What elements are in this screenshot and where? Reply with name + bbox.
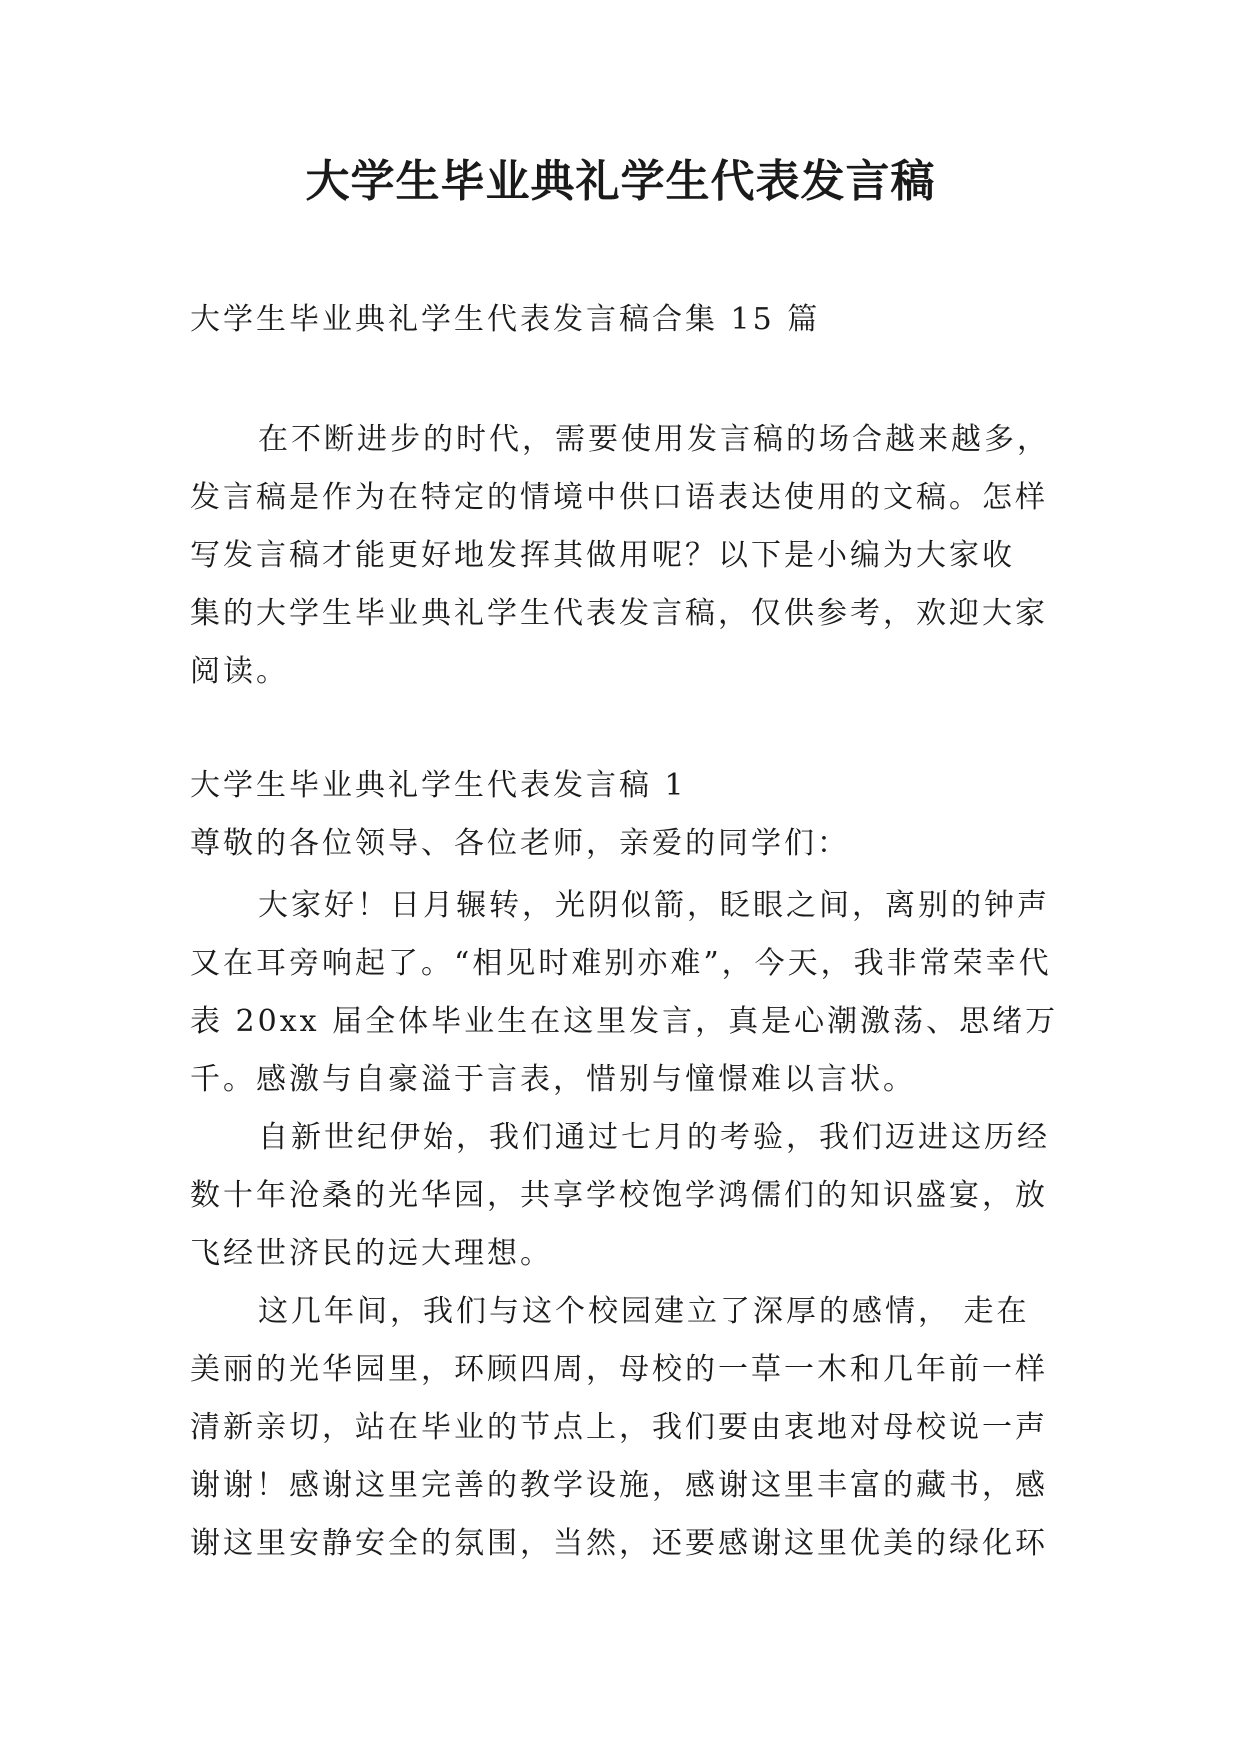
paragraph-line: 千。感激与自豪溢于言表，惜别与憧憬难以言状。 <box>190 1062 916 1097</box>
paragraph-line: 数十年沧桑的光华园，共享学校饱学鸿儒们的知识盛宴，放 <box>190 1178 1048 1213</box>
paragraph-line: 谢谢！感谢这里完善的教学设施，感谢这里丰富的藏书，感 <box>190 1468 1048 1503</box>
intro-line: 在不断进步的时代，需要使用发言稿的场合越来越多， <box>258 422 1050 457</box>
paragraph-line: 又在耳旁响起了。“相见时难别亦难”，今天，我非常荣幸代 <box>190 946 1052 981</box>
paragraph-line: 清新亲切，站在毕业的节点上，我们要由衷地对母校说一声 <box>190 1410 1048 1445</box>
paragraph-line: 大家好！日月辗转，光阴似箭，眨眼之间，离别的钟声 <box>258 888 1050 923</box>
paragraph-line: 表 20xx 届全体毕业生在这里发言，真是心潮激荡、思绪万 <box>190 1004 1059 1039</box>
paragraph-line: 美丽的光华园里，环顾四周，母校的一草一木和几年前一样 <box>190 1352 1048 1387</box>
paragraph-line: 谢这里安静安全的氛围，当然，还要感谢这里优美的绿化环 <box>190 1526 1048 1561</box>
intro-line: 阅读。 <box>190 654 289 689</box>
paragraph-line: 飞经世济民的远大理想。 <box>190 1236 553 1271</box>
section-heading: 大学生毕业典礼学生代表发言稿 1 <box>190 768 687 803</box>
intro-line: 集的大学生毕业典礼学生代表发言稿，仅供参考，欢迎大家 <box>190 596 1048 631</box>
salutation: 尊敬的各位领导、各位老师，亲爱的同学们： <box>190 826 850 861</box>
paragraph-line: 自新世纪伊始，我们通过七月的考验，我们迈进这历经 <box>258 1120 1050 1155</box>
document-subtitle: 大学生毕业典礼学生代表发言稿合集 15 篇 <box>190 302 821 337</box>
intro-line: 发言稿是作为在特定的情境中供口语表达使用的文稿。怎样 <box>190 480 1048 515</box>
intro-line: 写发言稿才能更好地发挥其做用呢？以下是小编为大家收 <box>190 538 1015 573</box>
document-title: 大学生毕业典礼学生代表发言稿 <box>305 156 936 207</box>
paragraph-line: 这几年间，我们与这个校园建立了深厚的感情， 走在 <box>258 1294 1030 1329</box>
